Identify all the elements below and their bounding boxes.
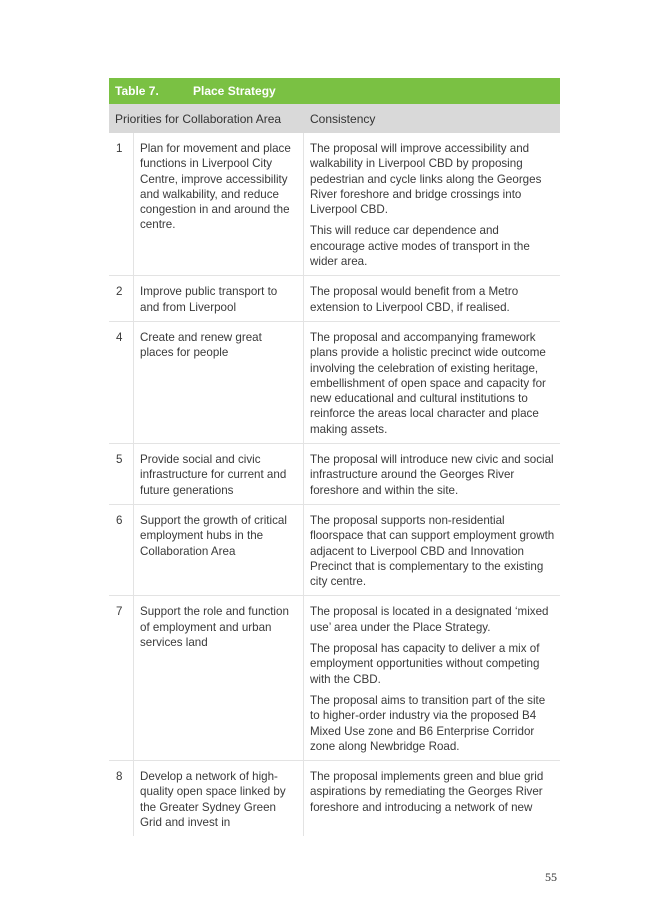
priority-cell: Support the role and function of employment and urban services land (133, 596, 304, 760)
priority-cell: Plan for movement and place functions in Liverpool City Centre, improve accessibility and walkability, and reduce congestion in and around the centre. (133, 133, 304, 275)
consistency-cell (304, 761, 560, 836)
consistency-paragraph: The proposal and accompanying framework plans provide a holistic precinct wide outcome involving the celebration of existing heritage, embellishment of open space and capacity for new educational and cultural institutions to reinforce the areas local character and place making assets. (310, 330, 546, 436)
priority-cell: Provide social and civic infrastructure for current and future generations (133, 444, 304, 504)
priority-cell: Improve public transport to and from Liverpool (133, 276, 304, 321)
consistency-cell (304, 505, 560, 595)
row-number: 8 (116, 770, 123, 784)
row-number: 1 (116, 142, 123, 155)
priority-cell: Support the growth of critical employment hubs in the Collaboration Area (133, 505, 304, 595)
consistency-cell (304, 276, 560, 321)
consistency-paragraph: The proposal would benefit from a Metro extension to Liverpool CBD, if realised. (310, 285, 519, 314)
table-row (109, 761, 560, 836)
row-number: 5 (116, 453, 123, 467)
table-row (109, 133, 560, 276)
consistency-paragraph: The proposal is located in a designated ‘mixed use’ area under the Place Strategy. (310, 605, 549, 634)
consistency-cell (304, 133, 560, 275)
col-header-consistency: Consistency (310, 111, 376, 126)
row-number: 7 (116, 605, 123, 619)
table-title: Place Strategy (193, 84, 276, 98)
consistency-cell (304, 322, 560, 443)
table-title-bar (109, 78, 560, 104)
priority-cell: Develop a network of high-quality open space linked by the Greater Sydney Green Grid and invest in (133, 761, 304, 836)
row-number: 6 (116, 513, 123, 527)
table-row (109, 276, 560, 322)
consistency-paragraph: The proposal has capacity to deliver a mix of employment opportunities without competing with the CBD. (310, 642, 540, 686)
consistency-paragraph: The proposal will introduce new civic and social infrastructure around the Georges River foreshore and within the site. (310, 453, 554, 497)
consistency-paragraph: The proposal implements green and blue grid aspirations by remediating the Georges River foreshore and introducing a network of new (310, 770, 544, 814)
table-row (109, 322, 560, 444)
consistency-paragraph: This will reduce car dependence and encourage active modes of transport in the wider area. (310, 224, 530, 269)
table-header-row (109, 104, 560, 133)
table-row (109, 444, 560, 505)
consistency-paragraph: The proposal aims to transition part of the site to higher-order industry via the proposed B4 Mixed Use zone and B6 Enterprise Corridor zone along Newbridge Road. (310, 693, 546, 753)
place-strategy-table (109, 78, 560, 836)
col-header-priorities: Priorities for Collaboration Area (115, 111, 282, 126)
priority-cell: Create and renew great places for people (133, 322, 304, 443)
consistency-paragraph: The proposal will improve accessibility and walkability in Liverpool CBD by proposing pedestrian and cycle links along the Georges River foreshore and bridge crossings into Liverpool CBD. (310, 142, 542, 217)
table-row (109, 505, 560, 596)
page-number: 55 (545, 870, 557, 884)
table-row (109, 596, 560, 761)
consistency-cell (304, 596, 560, 760)
table-number: Table 7. (115, 84, 159, 98)
row-number: 4 (116, 330, 123, 344)
consistency-paragraph: The proposal supports non-residential floorspace that can support employment growth adjacent to Liverpool CBD and Innovation Precinct that is complementary to the existing city centre. (310, 513, 555, 589)
consistency-cell (304, 444, 560, 504)
row-number: 2 (116, 285, 123, 299)
table-body (109, 133, 560, 836)
